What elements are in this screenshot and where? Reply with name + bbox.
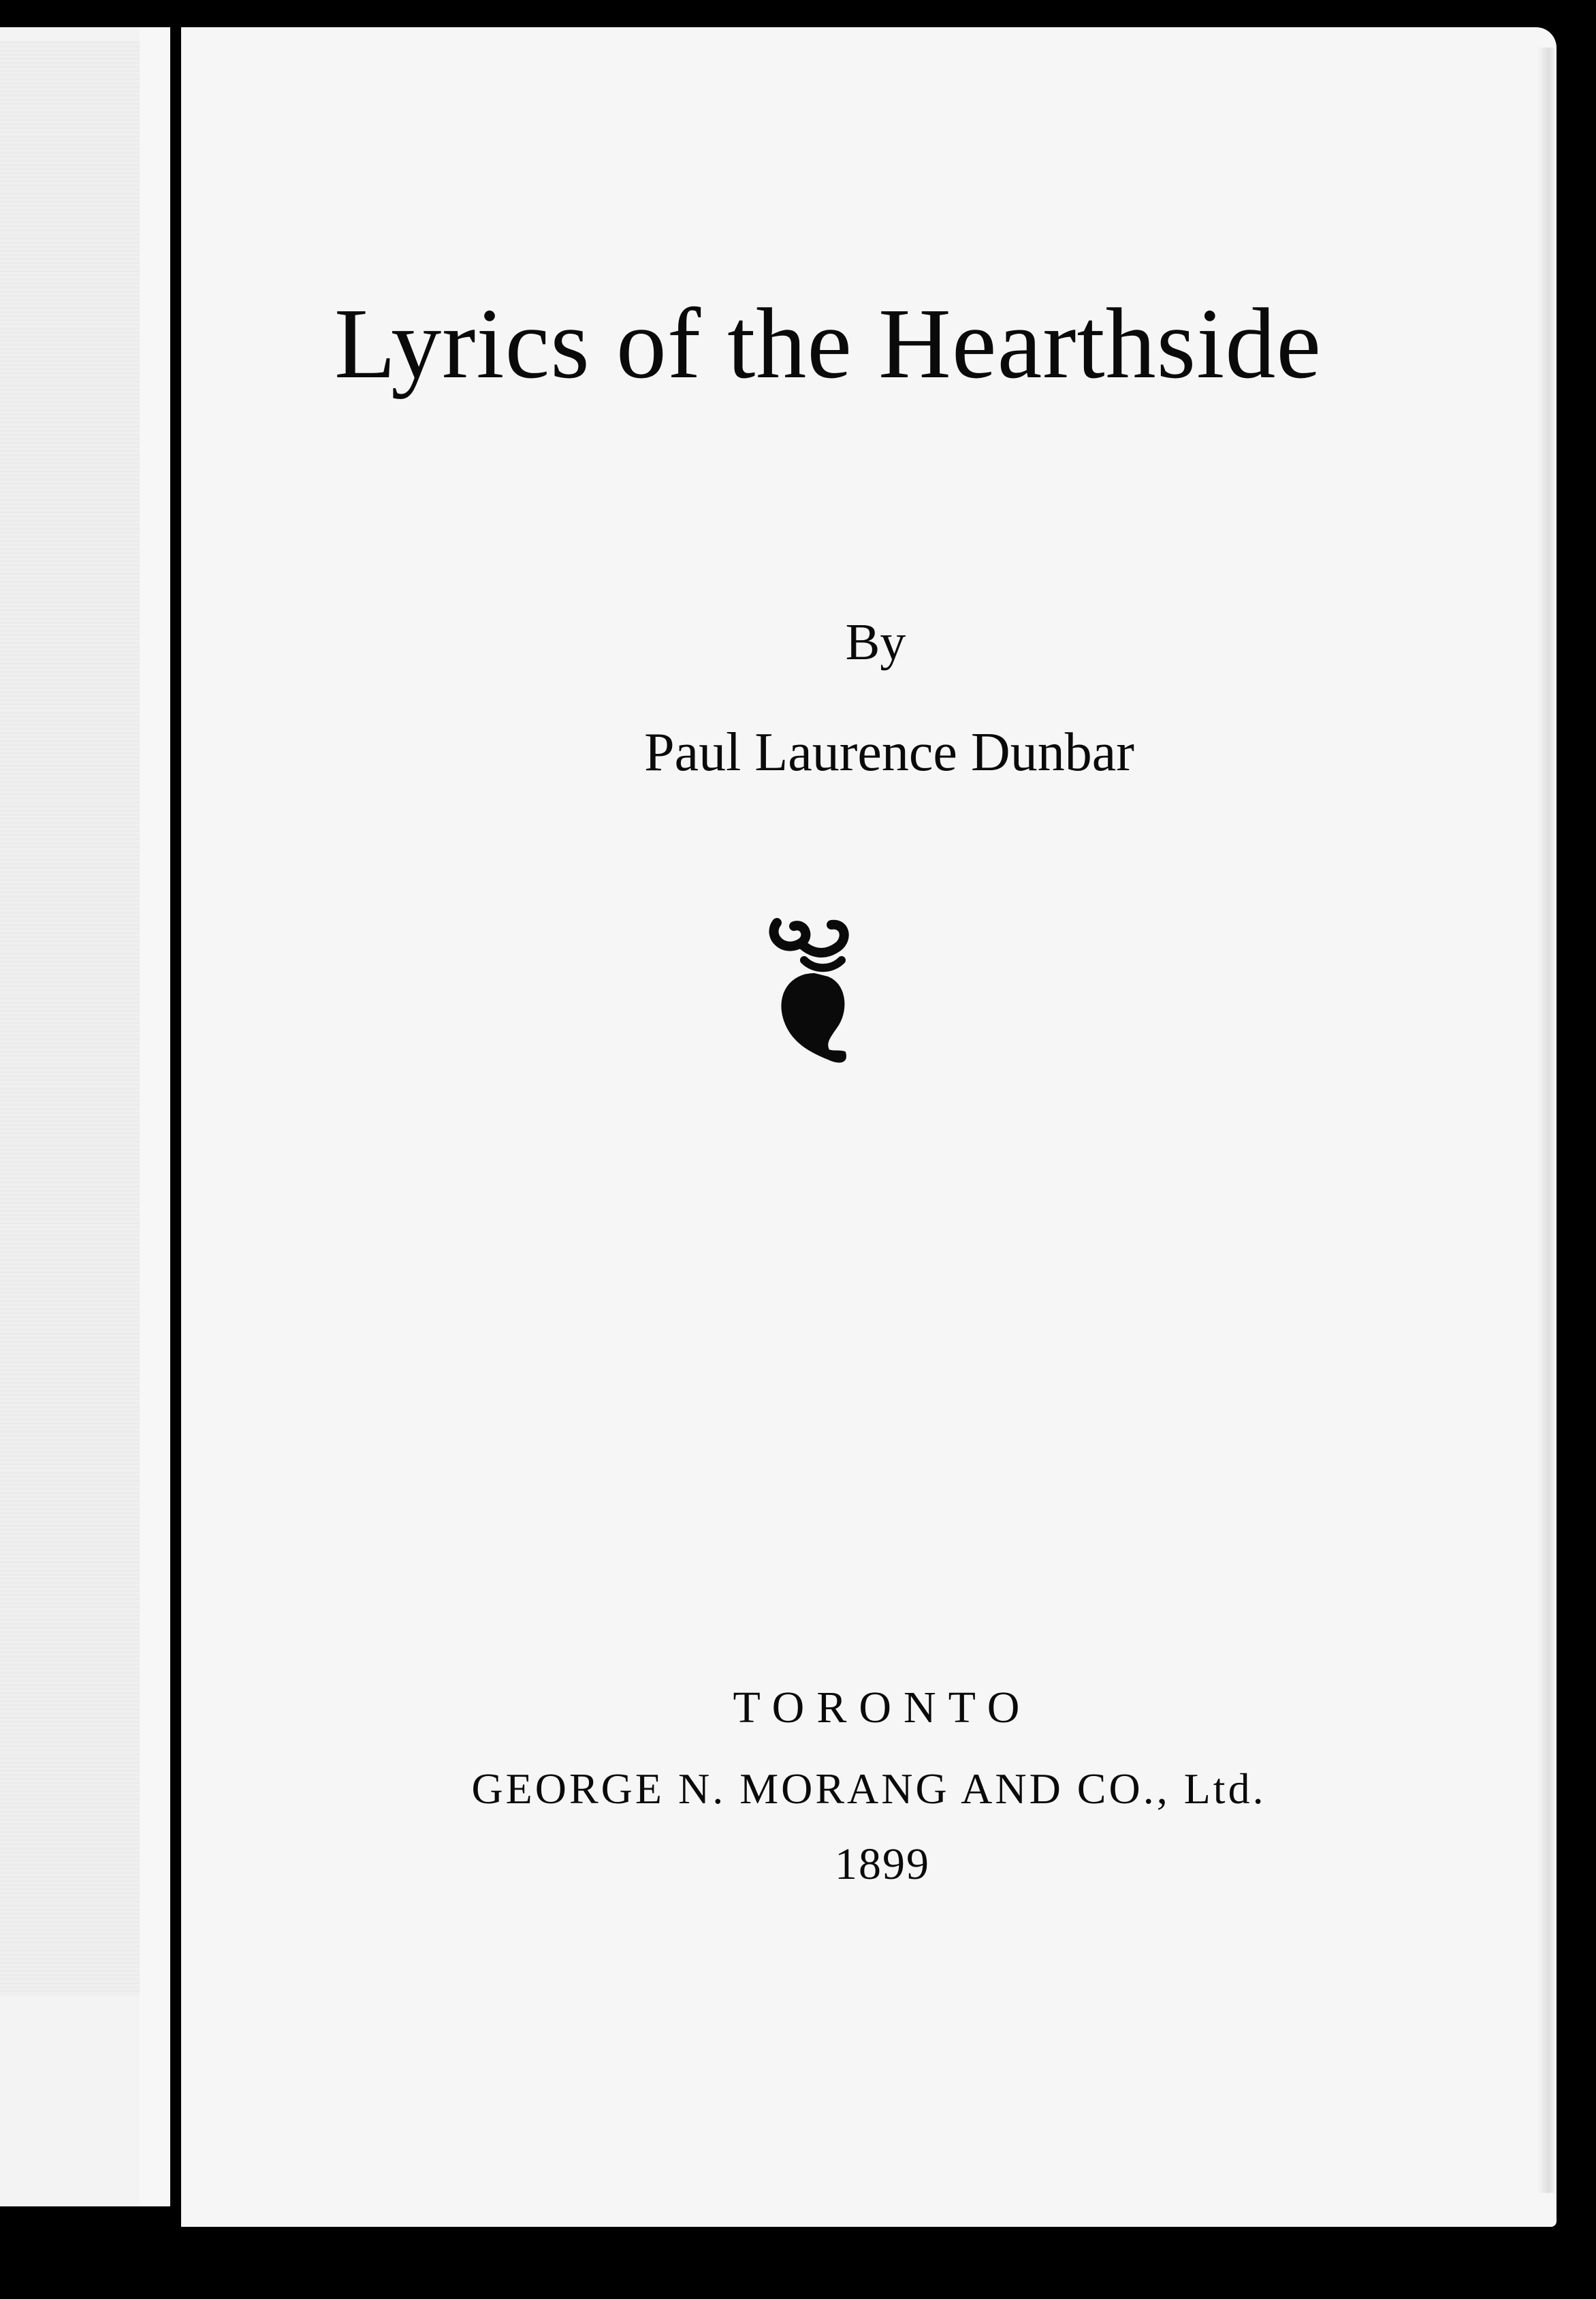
imprint-publisher: GEORGE N. MORANG AND CO., Ltd. xyxy=(471,1764,1266,1813)
author-name: Paul Laurence Dunbar xyxy=(644,723,1134,782)
byline: By xyxy=(845,614,906,671)
imprint-year: 1899 xyxy=(835,1839,930,1889)
flyleaf-texture xyxy=(0,41,140,1995)
heart-vine-ornament-icon xyxy=(763,906,865,1076)
imprint-city: TORONTO xyxy=(733,1683,1032,1732)
title-page xyxy=(181,27,1557,2227)
book-title: Lyrics of the Hearthside xyxy=(334,288,1322,400)
